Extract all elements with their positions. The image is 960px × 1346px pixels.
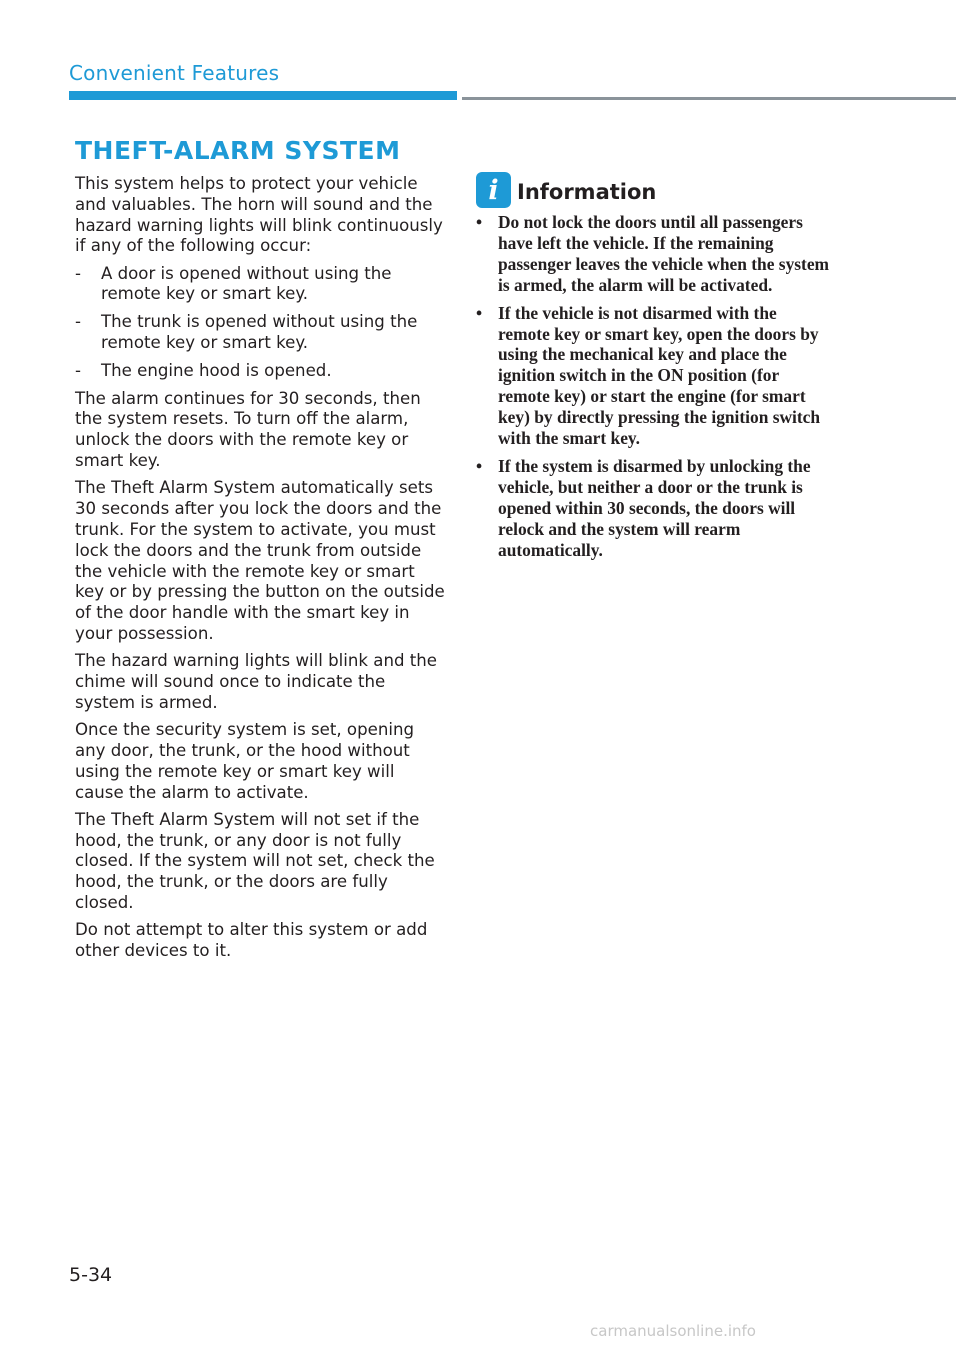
bullet-marker: • xyxy=(476,455,483,476)
page-title: THEFT-ALARM SYSTEM xyxy=(75,136,401,165)
list-item xyxy=(75,361,447,382)
information-item xyxy=(476,212,830,296)
list-item-text: The engine hood is opened. xyxy=(101,360,332,380)
information-item-text: If the system is disarmed by unlocking the vehicle, but neither a door or the trunk is opened within 30 seconds, the doors will relock and the system will rearm automatically. xyxy=(498,455,811,560)
body-column xyxy=(75,174,447,968)
bullet-marker: • xyxy=(476,212,483,232)
dash-marker: - xyxy=(75,360,81,380)
information-item xyxy=(476,456,830,561)
information-list xyxy=(476,212,830,568)
body-paragraph: The Theft Alarm System will not set if the hood, the trunk, or any door is not fully closed. If the system will not set, check the hood, the trunk, or the doors are fully closed. xyxy=(75,809,435,912)
body-paragraph: The Theft Alarm System automatically sets 30 seconds after you lock the doors and the trunk. For the system to activate, you must lock the doors and the trunk from outside the vehicle with the remote key or smart key or by pressing the button on the outside of the door handle with the smart key in your possession. xyxy=(75,478,445,643)
bullet-marker: • xyxy=(476,302,483,323)
info-icon xyxy=(476,172,511,208)
list-item xyxy=(75,264,447,306)
info-icon-glyph: i xyxy=(488,174,499,206)
body-paragraph: The hazard warning lights will blink and the chime will sound once to indicate the system is armed. xyxy=(75,651,438,712)
information-item-text: Do not lock the doors until all passengers have left the vehicle. If the remaining passenger leaves the vehicle when the system is armed, the alarm will be activated. xyxy=(498,212,830,295)
page-number: 5-34 xyxy=(69,1264,113,1286)
body-paragraph: Once the security system is set, opening any door, the trunk, or the hood without using the remote key or smart key will cause the alarm to activate. xyxy=(75,720,414,802)
list-item-text: A door is opened without using the remote key or smart key. xyxy=(101,263,392,304)
body-paragraph: The alarm continues for 30 seconds, then the system resets. To turn off the alarm, unlock the doors with the remote key or smart key. xyxy=(75,388,421,471)
dash-marker: - xyxy=(75,312,81,332)
dash-marker: - xyxy=(75,263,81,283)
information-item-text: If the vehicle is not disarmed with the remote key or smart key, open the doors by using the mechanical key and place the ignition switch in the ON position (for remote key) or start the engine (for smart key) by directly pressing the ignition switch with the smart key. xyxy=(498,302,821,449)
header-rule-blue xyxy=(69,91,457,100)
list-item xyxy=(75,312,447,354)
information-title: Information xyxy=(517,180,657,204)
list-item-text: The trunk is opened without using the remote key or smart key. xyxy=(101,312,418,353)
information-item xyxy=(476,303,830,449)
section-label: Convenient Features xyxy=(69,61,280,85)
header-rule-gray xyxy=(462,97,956,100)
intro-paragraph: This system helps to protect your vehicle and valuables. The horn will sound and the hazard warning lights will blink continuously if any of the following occur: xyxy=(75,174,443,256)
watermark: carmanualsonline.info xyxy=(590,1322,756,1340)
body-paragraph: Do not attempt to alter this system or add other devices to it. xyxy=(75,920,428,961)
